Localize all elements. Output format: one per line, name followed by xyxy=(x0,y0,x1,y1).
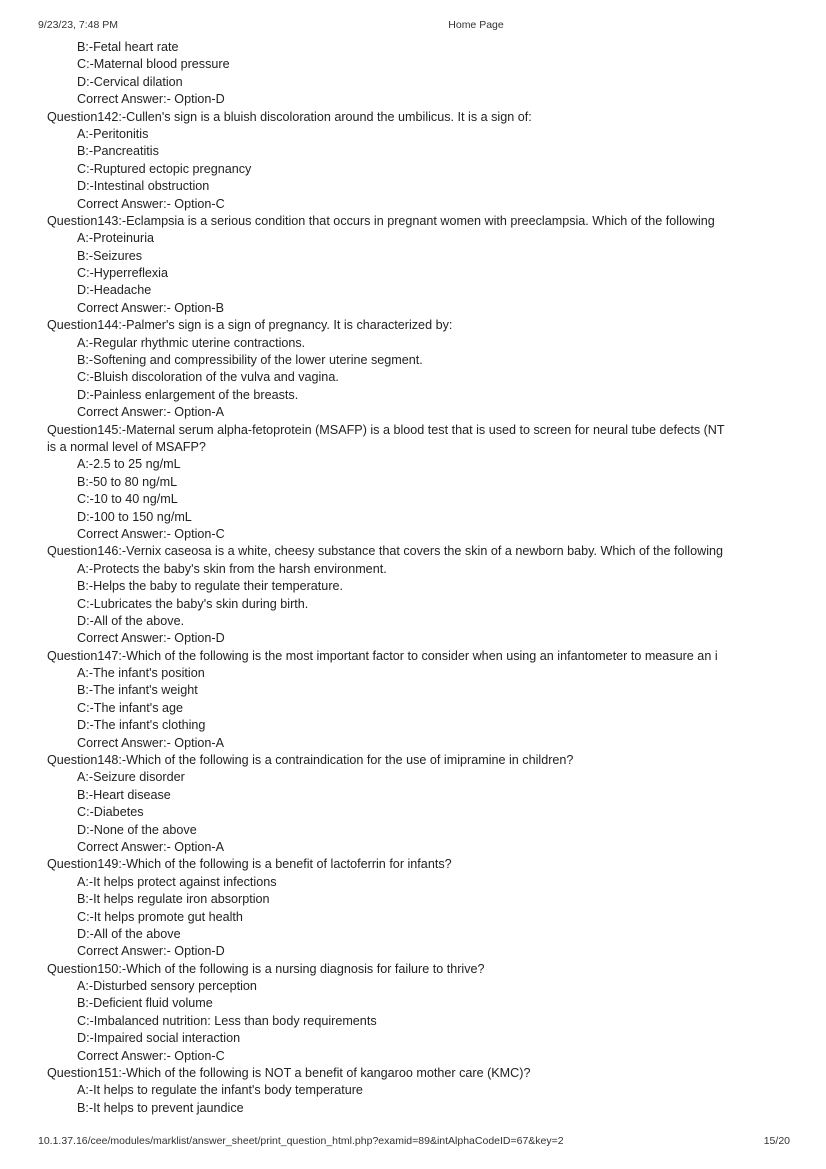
answer-option: A:-Disturbed sensory perception xyxy=(77,979,257,994)
question-block xyxy=(47,543,787,647)
answer-option: A:-Seizure disorder xyxy=(77,770,185,785)
question-text: Question148:-Which of the following is a contraindication for the use of imipramine in children? xyxy=(47,753,574,768)
question-text: Question146:-Vernix caseosa is a white, cheesy substance that covers the skin of a newborn baby. Which of the following xyxy=(47,544,724,559)
answer-option: B:-Fetal heart rate xyxy=(77,40,179,54)
correct-answer: Correct Answer:- Option-A xyxy=(77,405,224,420)
answer-option: C:-Bluish discoloration of the vulva and vagina. xyxy=(77,370,339,385)
answer-option: D:-100 to 150 ng/mL xyxy=(77,509,192,524)
answer-option: D:-Impaired social interaction xyxy=(77,1031,241,1046)
answer-option: C:-Ruptured ectopic pregnancy xyxy=(77,161,252,176)
correct-answer: Correct Answer:- Option-C xyxy=(77,196,225,211)
answer-option: C:-It helps promote gut health xyxy=(77,909,243,924)
question-text: Question151:-Which of the following is NOT a benefit of kangaroo mother care (KMC)? xyxy=(47,1066,531,1081)
question-text: Question143:-Eclampsia is a serious condition that occurs in pregnant women with preeclampsia. Which of the following xyxy=(47,213,715,228)
answer-option: B:-Softening and compressibility of the lower uterine segment. xyxy=(77,353,423,368)
answer-option: B:-It helps to prevent jaundice xyxy=(77,1100,244,1115)
question-text: Question150:-Which of the following is a nursing diagnosis for failure to thrive? xyxy=(47,961,485,976)
answer-option: B:-It helps regulate iron absorption xyxy=(77,892,270,907)
continued-question-block xyxy=(47,39,787,109)
answer-option: D:-None of the above xyxy=(77,822,197,837)
answer-option: B:-Deficient fluid volume xyxy=(77,996,213,1011)
question-block xyxy=(47,752,787,856)
answer-option: A:-Protects the baby's skin from the harsh environment. xyxy=(77,561,387,576)
answer-option: A:-2.5 to 25 ng/mL xyxy=(77,457,181,472)
question-text: Question145:-Maternal serum alpha-fetoprotein (MSAFP) is a blood test that is used to screen for neural tube defects (NT xyxy=(47,422,725,437)
correct-answer: Correct Answer:- Option-D xyxy=(77,944,225,959)
question-block xyxy=(47,317,787,421)
answer-option: C:-Hyperreflexia xyxy=(77,266,168,281)
answer-option: D:-All of the above. xyxy=(77,613,185,628)
answer-option: A:-The infant's position xyxy=(77,666,205,681)
page-footer xyxy=(0,1135,826,1151)
question-text: Question147:-Which of the following is the most important factor to consider when using an infantometer to measure an i xyxy=(47,648,718,663)
answer-option: A:-Regular rhythmic uterine contractions. xyxy=(77,335,306,350)
question-block xyxy=(47,856,787,960)
answer-option: A:-Peritonitis xyxy=(77,126,149,141)
correct-answer: Correct Answer:- Option-C xyxy=(77,1048,225,1063)
question-block xyxy=(47,961,787,1065)
question-block xyxy=(47,648,787,752)
correct-answer: Correct Answer:- Option-A xyxy=(77,735,224,750)
answer-sheet-content xyxy=(47,39,787,1119)
answer-option: B:-The infant's weight xyxy=(77,683,198,698)
correct-answer: Correct Answer:- Option-C xyxy=(77,526,225,541)
answer-option: D:-Painless enlargement of the breasts. xyxy=(77,387,299,402)
answer-option: C:-10 to 40 ng/mL xyxy=(77,492,178,507)
question-text: Question149:-Which of the following is a benefit of lactoferrin for infants? xyxy=(47,857,452,872)
answer-option: D:-The infant's clothing xyxy=(77,718,206,733)
answer-option: A:-It helps to regulate the infant's body temperature xyxy=(77,1083,363,1098)
question-block xyxy=(47,1065,787,1117)
answer-option: B:-50 to 80 ng/mL xyxy=(77,474,178,489)
correct-answer: Correct Answer:- Option-D xyxy=(77,631,225,646)
answer-option: D:-Cervical dilation xyxy=(77,74,183,89)
answer-option: D:-Headache xyxy=(77,283,152,298)
page-number: 15/20 xyxy=(763,1135,790,1147)
answer-option: C:-Lubricates the baby's skin during birth. xyxy=(77,596,309,611)
question-text-continued: is a normal level of MSAFP? xyxy=(47,439,206,454)
question-block xyxy=(47,109,787,213)
question-block xyxy=(47,213,787,317)
answer-option: C:-The infant's age xyxy=(77,700,184,715)
answer-option: B:-Seizures xyxy=(77,248,143,263)
answer-option: D:-All of the above xyxy=(77,926,181,941)
page-header xyxy=(0,19,826,35)
answer-option: C:-Maternal blood pressure xyxy=(77,57,230,72)
answer-option: B:-Heart disease xyxy=(77,787,171,802)
question-text: Question142:-Cullen's sign is a bluish discoloration around the umbilicus. It is a sign of: xyxy=(47,109,532,124)
page-title: Home Page xyxy=(448,19,504,31)
answer-option: C:-Diabetes xyxy=(77,805,144,820)
print-datetime: 9/23/23, 7:48 PM xyxy=(38,19,118,31)
answer-option: D:-Intestinal obstruction xyxy=(77,179,210,194)
answer-option: B:-Pancreatitis xyxy=(77,144,159,159)
correct-answer: Correct Answer:- Option-A xyxy=(77,839,224,854)
correct-answer: Correct Answer:- Option-D xyxy=(77,92,225,107)
correct-answer: Correct Answer:- Option-B xyxy=(77,300,224,315)
page-url: 10.1.37.16/cee/modules/marklist/answer_sheet/print_question_html.php?examid=89&intAlphaCodeID=67&key=2 xyxy=(38,1135,564,1147)
answer-option: A:-Proteinuria xyxy=(77,231,154,246)
answer-option: C:-Imbalanced nutrition: Less than body requirements xyxy=(77,1013,377,1028)
answer-option: A:-It helps protect against infections xyxy=(77,874,277,889)
question-block xyxy=(47,422,787,544)
question-text: Question144:-Palmer's sign is a sign of pregnancy. It is characterized by: xyxy=(47,318,453,333)
question-list xyxy=(47,109,787,1118)
answer-option: B:-Helps the baby to regulate their temperature. xyxy=(77,579,344,594)
